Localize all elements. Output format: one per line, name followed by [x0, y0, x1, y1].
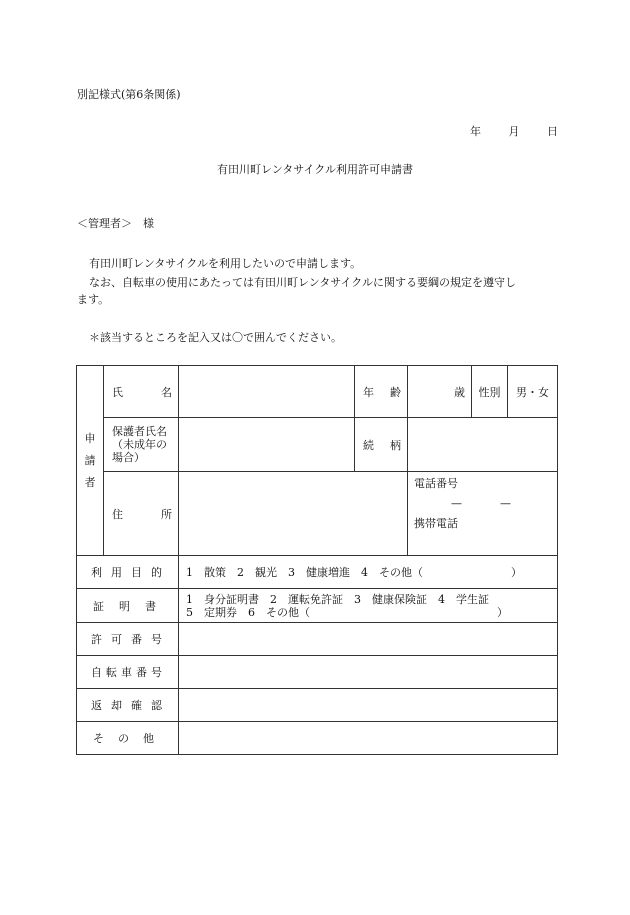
form-style-label: 別記様式(第6条関係) [77, 88, 181, 101]
return-confirmation-label: 返 却 確 認 [77, 689, 179, 722]
date-month: 月 [508, 125, 520, 138]
date-year: 年 [470, 125, 481, 138]
permit-number-field[interactable] [179, 623, 558, 656]
row-address [77, 472, 558, 556]
phone-dashes: — — [451, 497, 511, 510]
name-field[interactable] [179, 366, 355, 418]
age-label: 年 齢 [355, 366, 408, 418]
row-certificate [77, 589, 558, 623]
applicant-char: 申 [84, 431, 96, 445]
certificate-options[interactable] [179, 589, 558, 623]
row-name [77, 366, 558, 418]
applicant-char: 請 [84, 453, 96, 467]
guardian-name-field[interactable] [179, 418, 355, 472]
phone-field[interactable] [408, 472, 558, 556]
row-bicycle-number [77, 656, 558, 689]
address-field[interactable] [179, 472, 408, 556]
return-confirmation-field[interactable] [179, 689, 558, 722]
other-field[interactable] [179, 722, 558, 755]
application-form-table [76, 365, 558, 755]
bicycle-number-field[interactable] [179, 656, 558, 689]
row-guardian [77, 418, 558, 472]
row-other [77, 722, 558, 755]
bicycle-number-label: 自 転 車 番 号 [77, 656, 179, 689]
relation-label: 続 柄 [355, 418, 408, 472]
permit-number-label: 許 可 番 号 [77, 623, 179, 656]
paragraph-compliance-a: なお、自転車の使用にあたっては有田川町レンタサイクルに関する要綱の規定を遵守し [89, 276, 516, 289]
age-field[interactable] [408, 366, 472, 418]
phone-label: 電話番号 [414, 477, 458, 490]
purpose-label: 利 用 目 的 [77, 556, 179, 589]
certificate-line-1: 1 身分証明書 2 運転免許証 3 健康保険証 4 学生証 [186, 592, 489, 606]
other-label: そ の 他 [77, 722, 179, 755]
row-purpose [77, 556, 558, 589]
date-line [470, 123, 558, 139]
address-label: 住 所 [104, 472, 179, 556]
applicant-header [77, 366, 104, 556]
date-day: 日 [547, 125, 558, 138]
applicant-char: 者 [84, 475, 96, 489]
certificate-label: 証 明 書 [77, 589, 179, 623]
instruction-note: ＊該当するところを記入又は〇で囲んでください。 [89, 331, 342, 344]
recipient: ＜管理者＞ 様 [77, 217, 154, 230]
certificate-line-2: 5 定期券 6 その他（ ） [186, 605, 508, 619]
row-permit-number [77, 623, 558, 656]
guardian-label: 保護者氏名 （未成年の 場合） [104, 418, 179, 472]
paragraph-request: 有田川町レンタサイクルを利用したいので申請します。 [89, 257, 362, 270]
row-return-confirmation [77, 689, 558, 722]
relation-field[interactable] [408, 418, 558, 472]
mobile-label: 携帯電話 [414, 517, 458, 530]
gender-label: 性別 [472, 366, 508, 418]
name-label: 氏 名 [104, 366, 179, 418]
paragraph-compliance-b: ます。 [77, 293, 110, 306]
age-unit: 歳 [454, 385, 465, 399]
purpose-options[interactable]: 1 散策 2 観光 3 健康増進 4 その他（ ） [179, 556, 558, 589]
gender-field[interactable]: 男・女 [508, 366, 558, 418]
document-title: 有田川町レンタサイクル利用許可申請書 [217, 163, 413, 176]
